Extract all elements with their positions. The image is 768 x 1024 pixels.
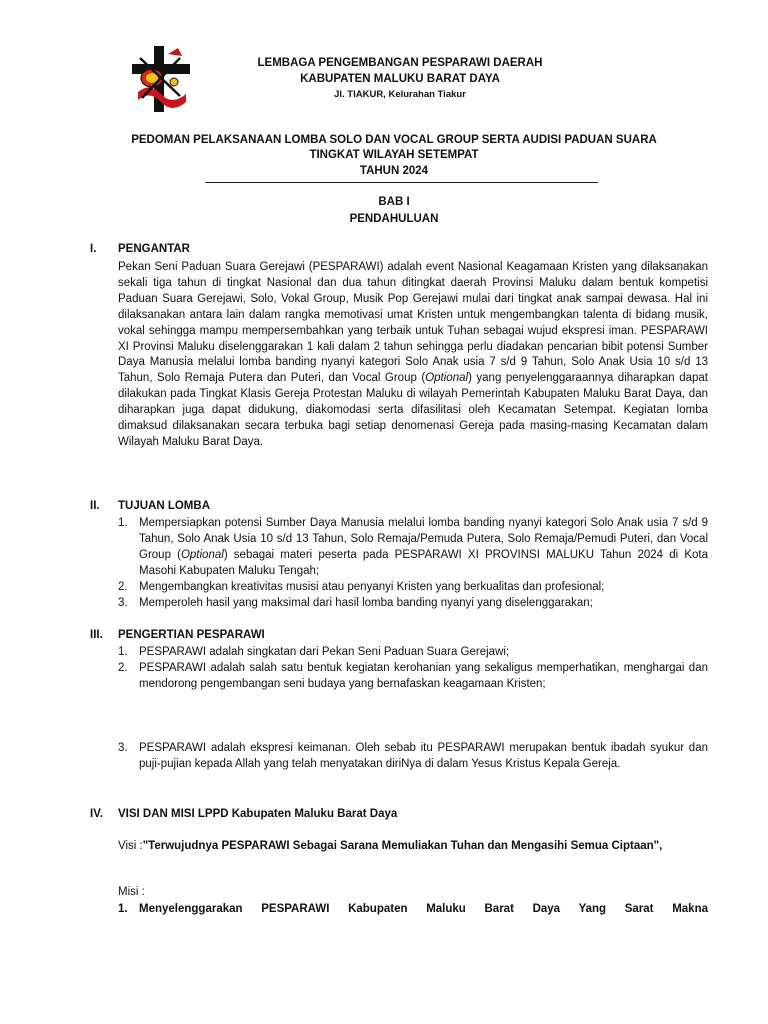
list-text: PESPARAWI adalah salah satu bentuk kegiatan kerohanian yang sekaligus memperhatikan, menghargai dan mendorong pengembangan seni budaya yang bernafaskan keagamaan Kristen;: [139, 662, 708, 690]
misi-text: Menyelenggarakan PESPARAWI Kabupaten Maluku Barat Daya Yang Sarat Makna: [139, 903, 708, 915]
visi-text: "Terwujudnya PESPARAWI Sebagai Sarana Memuliakan Tuhan dan Mengasihi Semua Ciptaan",: [142, 840, 663, 852]
misi-label: Misi :: [118, 886, 145, 898]
misi-item: [118, 903, 708, 915]
org-address: Jl. TIAKUR, Kelurahan Tiakur: [334, 89, 466, 100]
visi-label: Visi :: [118, 840, 143, 852]
section-number: IV.: [90, 808, 104, 820]
paragraph-italic: Optional: [425, 372, 469, 385]
list-text-italic: Optional: [180, 548, 224, 561]
section-title: PENGANTAR: [118, 243, 190, 255]
section-title: PENGERTIAN PESPARAWI: [118, 629, 265, 641]
list-text-part: ) sebagai materi peserta pada PESPARAWI XI PROVINSI MALUKU Tahun 2024 di Kota Masohi Kabupaten Maluku Tengah;: [139, 548, 708, 577]
misi-number: 1.: [118, 903, 128, 915]
section-paragraph: [118, 260, 708, 451]
section-title: VISI DAN MISI LPPD Kabupaten Maluku Barat Daya: [118, 808, 398, 820]
list-number: 3.: [118, 742, 128, 754]
list-text: Mengembangkan kreativitas musisi atau penyanyi Kristen yang berkualitas dan profesional;: [139, 581, 605, 593]
list-item: [118, 645, 708, 661]
list-item: [118, 516, 708, 580]
list-text: [139, 516, 708, 580]
doc-title-line2: TINGKAT WILAYAH SETEMPAT: [309, 149, 479, 161]
list-item: [118, 741, 708, 773]
list-number: 3.: [118, 597, 128, 609]
chapter-name: PENDAHULUAN: [349, 213, 439, 225]
list-item: [118, 661, 708, 693]
section-number: I.: [90, 243, 97, 255]
org-name-line2: KABUPATEN MALUKU BARAT DAYA: [300, 73, 500, 85]
list-number: 2.: [118, 662, 128, 674]
section-number: II.: [90, 500, 100, 512]
paragraph-text: ) yang penyelenggaraannya diharapkan dapat dilakukan pada Tingkat Klasis Gereja Protestan Maluku di wilayah Pemerintah Kabupaten Maluku Barat Daya, dan diharapkan juga dapat didukung, diakomodasi serta difasilitasi oleh Kecamatan Setempat. Kegiatan lomba dimaksud dilaksanakan secara terbuka bagi setiap denomenasi Gereja pada masing-masing Kecamatan dalam Wilayah Maluku Barat Daya.: [118, 372, 708, 448]
doc-title-line1: PEDOMAN PELAKSANAAN LOMBA SOLO DAN VOCAL GROUP SERTA AUDISI PADUAN SUARA: [131, 134, 657, 146]
list-number: 1.: [118, 517, 128, 529]
list-number: 1.: [118, 646, 128, 658]
org-name-line1: LEMBAGA PENGEMBANGAN PESPARAWI DAERAH: [257, 57, 543, 69]
list-text: Memperoleh hasil yang maksimal dari hasil lomba banding nyanyi yang diselenggarakan;: [139, 597, 593, 609]
section-title: TUJUAN LOMBA: [118, 500, 210, 512]
title-divider: [205, 182, 598, 183]
list-text: PESPARAWI adalah singkatan dari Pekan Seni Paduan Suara Gerejawi;: [139, 646, 510, 658]
list-text: PESPARAWI adalah ekspresi keimanan. Oleh sebab itu PESPARAWI merupakan bentuk ibadah syukur dan puji-pujian kepada Allah yang telah menyatakan diriNya di dalam Yesus Kristus Kepala Gereja.: [139, 742, 708, 770]
chapter-label: BAB I: [378, 196, 410, 208]
visi-statement: [118, 838, 708, 855]
paragraph-text: Pekan Seni Paduan Suara Gerejawi (PESPARAWI) adalah event Nasional Keagamaan Kristen yang dilaksanakan sekali tiga tahun di tingkat Nasional dan dua tahun ditingkat daerah Provinsi Maluku dalam bentuk kompetisi Paduan Suara Gerejawi, Solo, Vokal Group, Musik Pop Gerejawi mulai dari tingkat anak sampai dewasa. Hal ini dilaksanakan antara lain dalam rangka memotivasi umat Kristen untuk mengembangkan talenta di bidang musik, vokal sehingga mampu mempersembahkan yang terbaik untuk Tuhan sebagai wujud ekspresi iman. PESPARAWI XI Provinsi Maluku diselenggarakan 1 kali dalam 2 tahun sehingga perlu diadakan pencarian bibit potensi Sumber Daya Manusia melalui lomba banding nyanyi kategori Solo Anak usia 7 s/d 9 Tahun, Solo Anak Usia 10 s/d 13 Tahun, Solo Remaja Putera dan Puteri, dan Vocal Group (: [118, 261, 708, 385]
doc-title-year: TAHUN 2024: [359, 165, 429, 177]
section-number: III.: [90, 629, 103, 641]
list-text-part: Mempersiapkan potensi Sumber Daya Manusia melalui lomba banding nyanyi kategori Solo Anak usia 7 s/d 9 Tahun, Solo Anak Usia 10 s/d 13 Tahun, Solo Remaja/Pemuda Putera, Solo Remaja/Pemudi Puteri, dan Vocal Group (: [139, 517, 708, 561]
list-item: [118, 580, 708, 596]
list-number: 2.: [118, 581, 128, 593]
pesparawi-logo-icon: [128, 44, 194, 114]
list-item: [118, 596, 708, 612]
